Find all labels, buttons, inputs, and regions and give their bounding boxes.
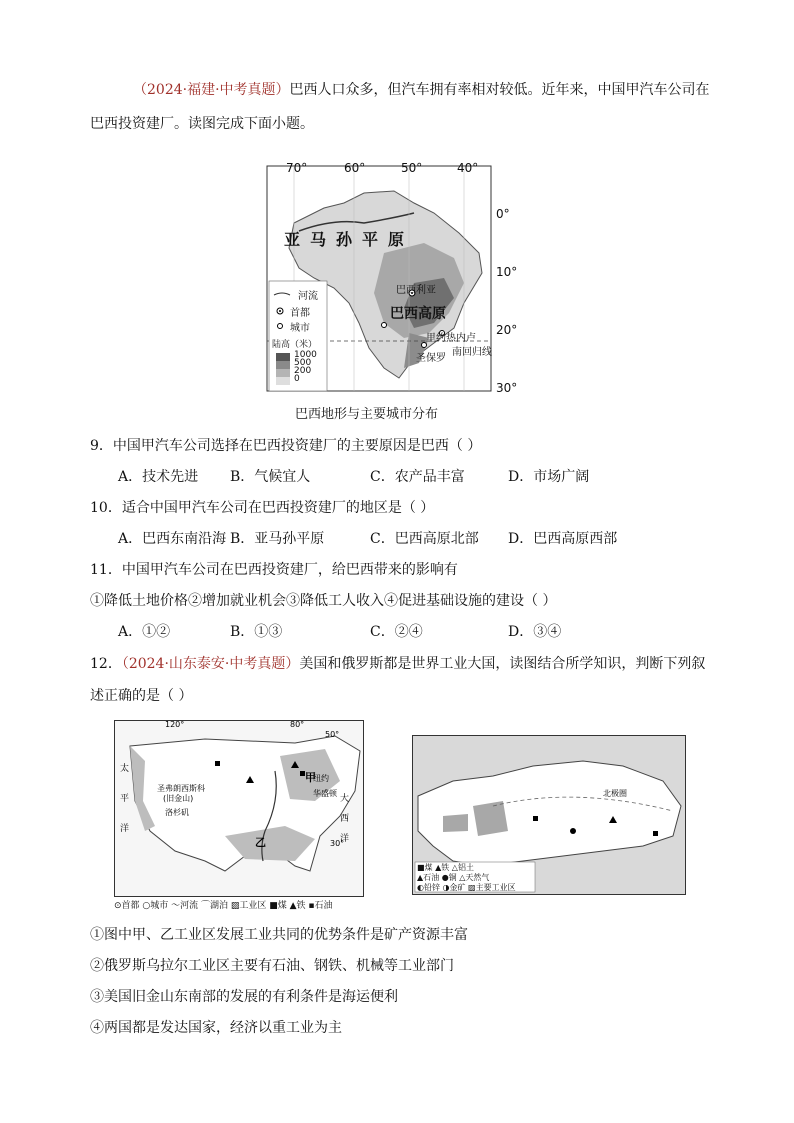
usa-map xyxy=(114,720,364,897)
svg-text:北极圈: 北极圈 xyxy=(603,789,627,798)
intro-text-1: 巴西人口众多，但汽车拥有率相对较低。近年来，中国甲汽车公司在 xyxy=(289,82,710,98)
lat-10: 10° xyxy=(496,265,518,279)
tropic-label: 南回归线 xyxy=(452,347,492,358)
q11-option-b: B．①③ xyxy=(230,624,283,640)
legend-elev-0: 0 xyxy=(294,374,300,384)
svg-text:平: 平 xyxy=(120,794,130,804)
q11-option-a: A．①② xyxy=(118,624,171,640)
q12-statement-1: ①图中甲、乙工业区发展工业共同的优势条件是矿产资源丰富 xyxy=(90,927,468,943)
q9-option-d: D．市场广阔 xyxy=(508,469,590,485)
q11-items: ①降低土地价格②增加就业机会③降低工人收入④促进基础设施的建设（ ） xyxy=(90,593,557,609)
legend-elev-500: 500 xyxy=(294,358,312,368)
svg-text:太: 太 xyxy=(120,764,130,774)
svg-text:大: 大 xyxy=(340,794,350,804)
q10-option-d: D．巴西高原西部 xyxy=(508,531,618,547)
legend-capital: 首都 xyxy=(290,308,310,319)
q9-option-a: A．技术先进 xyxy=(118,469,199,485)
lon-40: 40° xyxy=(457,161,479,175)
q9-option-b: B．气候宜人 xyxy=(230,469,311,485)
city-rio: 里约热内卢 xyxy=(426,333,476,344)
q12-prefix: 12． xyxy=(90,656,122,672)
svg-text:30°: 30° xyxy=(330,839,345,848)
russia-map xyxy=(412,735,686,895)
svg-text:(旧金山): (旧金山) xyxy=(163,794,194,803)
svg-text:80°: 80° xyxy=(290,720,305,729)
q10-option-b: B．亚马孙平原 xyxy=(230,531,325,547)
svg-text:甲: 甲 xyxy=(305,771,316,784)
q12-statement-2: ②俄罗斯乌拉尔工业区主要有石油、钢铁、机械等工业部门 xyxy=(90,958,454,974)
legend-elev-200: 200 xyxy=(294,366,312,376)
legend-elev-1000: 1000 xyxy=(294,350,317,360)
q12-line-1 xyxy=(90,654,705,674)
intro-line-1 xyxy=(133,80,710,100)
intro-source: （2024·福建·中考真题） xyxy=(133,82,290,98)
svg-text:洛杉矶: 洛杉矶 xyxy=(165,808,189,817)
q9-stem: 9．中国甲汽车公司选择在巴西投资建厂的主要原因是巴西（ ） xyxy=(90,438,482,454)
russia-legend-2: ▲石油 ●铜 △天然气 xyxy=(417,873,490,882)
intro-text-2: 巴西投资建厂。读图完成下面小题。 xyxy=(90,116,314,132)
usa-map-legend: ⊙首都 ○城市 ～河流 ⌒湖泊 ▨工业区 ■煤 ▲铁 ▪石油 xyxy=(114,901,333,911)
russia-legend-1: ■煤 ▲铁 △铝土 xyxy=(417,863,474,872)
q11-stem: 11．中国甲汽车公司在巴西投资建厂，给巴西带来的影响有 xyxy=(90,562,458,578)
q12-statement-3: ③美国旧金山东南部的发展的有利条件是海运便利 xyxy=(90,989,398,1005)
brazil-highland-label: 巴西高原 xyxy=(390,306,446,322)
q11-option-d: D．③④ xyxy=(508,624,562,640)
svg-text:华盛顿: 华盛顿 xyxy=(313,789,337,798)
q10-option-a: A．巴西东南沿海 xyxy=(118,531,227,547)
svg-text:洋: 洋 xyxy=(120,824,130,834)
legend-elev-title: 陆高（米） xyxy=(272,340,318,350)
q12-stem-1: 美国和俄罗斯都是世界工业大国，读图结合所学知识，判断下列叙 xyxy=(299,656,706,672)
lat-30: 30° xyxy=(496,381,518,395)
lon-50: 50° xyxy=(401,161,423,175)
lon-60: 60° xyxy=(344,161,366,175)
svg-text:乙: 乙 xyxy=(255,836,266,849)
q10-stem: 10．适合中国甲汽车公司在巴西投资建厂的地区是（ ） xyxy=(90,500,435,516)
legend-city: 城市 xyxy=(290,323,310,334)
q12-stem-2: 述正确的是（ ） xyxy=(90,688,193,704)
q12-source: （2024·山东泰安·中考真题） xyxy=(121,656,300,672)
russia-legend-3: ◐铅锌 ◑金矿 ▨主要工业区 xyxy=(417,883,516,892)
q9-option-c: C．农产品丰富 xyxy=(370,469,465,485)
q11-option-c: C．②④ xyxy=(370,624,423,640)
lat-0: 0° xyxy=(496,207,510,221)
svg-text:50°: 50° xyxy=(325,730,340,739)
svg-text:120°: 120° xyxy=(165,720,185,729)
brazil-map-caption: 巴西地形与主要城市分布 xyxy=(295,407,439,422)
city-brasilia: 巴西利亚 xyxy=(396,285,436,296)
lon-70: 70° xyxy=(286,161,308,175)
svg-text:西: 西 xyxy=(340,814,350,824)
brazil-map xyxy=(264,161,518,403)
lat-20: 20° xyxy=(496,323,518,337)
amazon-plain-label: 亚马孙平原 xyxy=(284,230,415,249)
svg-text:圣弗朗西斯科: 圣弗朗西斯科 xyxy=(157,784,205,793)
city-saopaulo: 圣保罗 xyxy=(416,353,446,364)
legend-river: 河流 xyxy=(298,291,318,302)
q10-option-c: C．巴西高原北部 xyxy=(370,531,479,547)
svg-text:洋: 洋 xyxy=(340,834,350,844)
q12-statement-4: ④两国都是发达国家，经济以重工业为主 xyxy=(90,1020,342,1036)
svg-text:纽约: 纽约 xyxy=(313,774,329,783)
